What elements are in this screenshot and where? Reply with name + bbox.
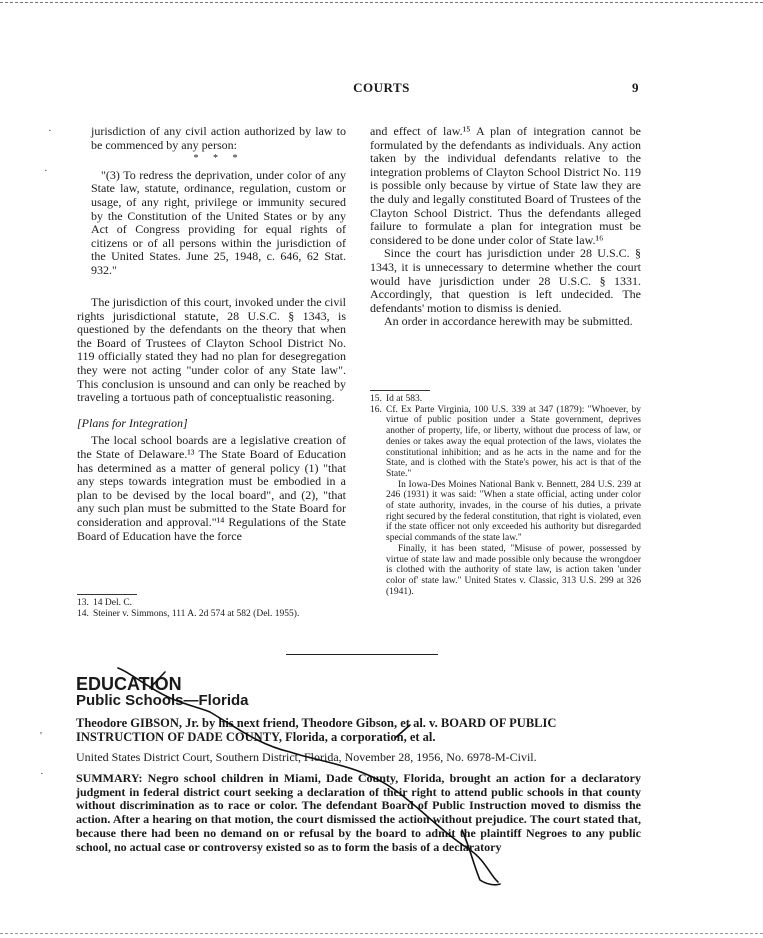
- footnote-number: 13.: [77, 598, 89, 608]
- margin-mark: ·: [40, 768, 44, 780]
- case-title: Theodore GIBSON, Jr. by his next friend, Theodore Gibson, et al. v. BOARD OF PUBLIC INSTRUCTION OF DADE COUNTY, Florida, a corporation, et al.: [76, 716, 557, 744]
- pen-stroke: [118, 668, 498, 882]
- statute-quote: "(3) To redress the deprivation, under color of any State law, statute, ordinance, regulation, custom or usage, of any right, privilege or immunity secured by the Constitution of the United States or by any Act of Congress providing for equal rights of citizens or of all persons within the jurisdiction of the United States. June 25, 1948, c. 646, 62 Stat. 932.": [91, 167, 346, 277]
- left-paragraph-2: The jurisdiction of this court, invoked under the civil rights jurisdictional statute, 28 U.S.C. § 1343, is questioned by the defendants on the theory that when the Board of Trustees of Clayton School District No. 119 officially stated they had no plan for desegregation they were not acting "under color of any State law". This conclusion is unsound and can only be reached by traveling a tortuous path of conceptualistic reasoning.: [77, 295, 346, 405]
- footnote-text: 14 Del. C.: [93, 598, 133, 608]
- right-paragraph-2: Since the court has jurisdiction under 28 U.S.C. § 1343, it is unnecessary to determine whether the court would have jurisdiction under 28 U.S.C. § 1331. Accordingly, that question is left undecided. The defendants' motion to dismiss is denied.: [370, 246, 641, 315]
- summary-label: SUMMARY:: [76, 771, 143, 785]
- margin-mark: ·: [48, 125, 52, 137]
- margin-mark: ': [40, 730, 42, 742]
- footnote-text: In Iowa-Des Moines National Bank v. Bennett, 284 U.S. 239 at 246 (1931) it was said: "When a state official, acting under color of state authority, invades, in the course of his duties, a private right secured by the federal constitution, that right is violated, even if the state officer not only exceeded his authority but disregarded special commands of the state law.": [386, 479, 641, 544]
- pen-stroke: [150, 672, 165, 688]
- margin-mark: ·: [44, 165, 48, 177]
- pen-stroke: [462, 830, 500, 885]
- footnote-number: 16.: [370, 404, 382, 415]
- left-paragraph-1: jurisdiction of any civil action authorized by law to be commenced by any person:: [91, 124, 346, 152]
- footnote-number: 15.: [370, 394, 382, 404]
- section-heading: [Plans for Integration]: [77, 415, 188, 430]
- pen-stroke: [395, 725, 410, 738]
- court-citation: United States District Court, Southern District, Florida, November 28, 1956, No. 6978-M-Civil.: [76, 750, 537, 764]
- right-paragraph-1: and effect of law.¹⁵ A plan of integration cannot be formulated by the defendants as individuals. Any action taken by the individual defendants relative to the integration problems of Clayton School District No. 119 is possible only because by virtue of State law they are the duly and legally constituted Board of Trustees of the Clayton School District. Thus the defendants alleged failure to formulate a plan for integration must be considered to be done under color of State law.¹⁶: [370, 124, 641, 247]
- footnote-text: Steiner v. Simmons, 111 A. 2d 574 at 582 (Del. 1955).: [93, 608, 300, 619]
- left-paragraph-3: The local school boards are a legislative creation of the State of Delaware.¹³ The State Board of Education has determined as a matter of general policy (1) "that any steps towards integration must be embodied in a plan to be devised by the local board", and (2), "that any such plan must be submitted to the State Board for consideration and approval."¹⁴ Regulations of the State Board of Education have the force: [77, 433, 346, 543]
- footnote-text: Id at 583.: [386, 394, 423, 404]
- right-paragraph-3: An order in accordance herewith may be submitted.: [384, 314, 633, 329]
- footnote-text: Cf. Ex Parte Virginia, 100 U.S. 339 at 347 (1879): "Whoever, by virtue of public position under a State government, deprives another of property, life, or liberty, without due process of law, or denies or takes away the equal protection of the laws, violates the constitutional inhibition; and as he acts in the name and for the State, and is clothed with the State's power, his act is that of the State.": [386, 404, 641, 479]
- footnote-number: 14.: [77, 608, 89, 619]
- subtopic-heading: Public Schools—Florida: [76, 692, 249, 709]
- ellipsis-stars: * * *: [193, 153, 244, 165]
- page-number: 9: [632, 80, 639, 95]
- bottom-scan-edge: [0, 933, 763, 934]
- footnote-text: Finally, it has been stated, "Misuse of power, possessed by virtue of state law and made possible only because the wrongdoer is clothed with the authority of state law, is action taken 'under color of' state law." United States v. Classic, 313 U.S. 299 at 326 (1941).: [386, 543, 641, 597]
- topic-heading: EDUCATION: [76, 674, 182, 694]
- summary-text: Negro school children in Miami, Dade County, Florida, brought an action for a declaratory judgment in federal district court seeking a declaration of their right to attend public schools in that county without discrimination as to race or color. The defendant Board of Public Instruction moved to dismiss the action. After a hearing on that motion, the court dismissed the action without prejudice. The court stated that, because there had been no demand on or refusal by the board to admit the plaintiff Negroes to any public school, no actual case or controversy existed so as to form the basis of a declaratory: [76, 771, 641, 854]
- running-header-title: COURTS: [353, 80, 410, 95]
